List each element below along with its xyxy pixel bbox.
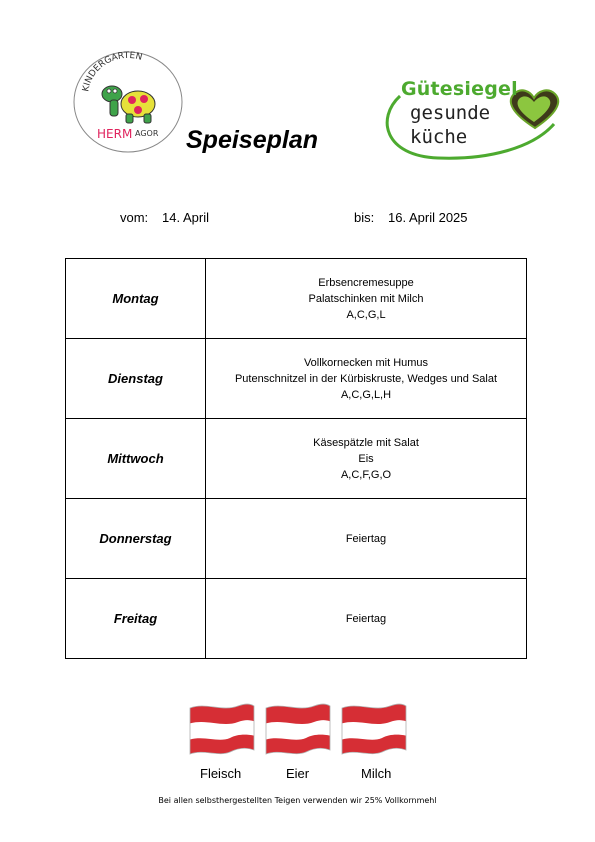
meal-line: A,C,G,L — [346, 308, 386, 321]
menu-row — [66, 419, 527, 499]
legend-meat: Fleisch — [200, 766, 242, 781]
logo-name-rest: AGOR — [135, 129, 159, 138]
meal-cell — [206, 259, 527, 339]
meal-line: Feiertag — [345, 532, 387, 545]
logo-arc-text: KINDERGARTEN — [81, 50, 144, 93]
meal-line: Vollkornecken mit Humus — [303, 356, 429, 369]
austria-flag-icon — [188, 702, 256, 756]
legend-milk: Milch — [361, 766, 392, 781]
day-name: Freitag — [66, 579, 206, 659]
logo-name-colored: HERM — [97, 127, 133, 141]
guetesiegel-logo — [378, 68, 568, 168]
day-name: Montag — [66, 259, 206, 339]
meal-line: A,C,F,G,O — [340, 468, 392, 481]
guetesiegel-title: Gütesiegel — [401, 78, 518, 100]
menu-table — [65, 258, 527, 659]
day-name: Mittwoch — [66, 419, 206, 499]
meal-line: Erbsencremesuppe — [318, 276, 414, 289]
menu-row — [66, 579, 527, 659]
meal-line: Käsespätzle mit Salat — [313, 436, 419, 449]
date-from-value: 14. April — [162, 210, 209, 225]
date-to-value: 16. April 2025 — [388, 210, 468, 225]
meal-line: Palatschinken mit Milch — [308, 292, 424, 305]
day-name: Donnerstag — [66, 499, 206, 579]
meal-cell — [206, 499, 527, 579]
menu-row — [66, 499, 527, 579]
austria-flag-icon — [340, 702, 408, 756]
day-name: Dienstag — [66, 339, 206, 419]
date-to-label: bis: — [354, 210, 375, 225]
guetesiegel-line3: küche — [410, 126, 468, 148]
date-from-label: vom: — [120, 210, 149, 225]
legend-eggs: Eier — [286, 766, 310, 781]
meal-line: A,C,G,L,H — [340, 388, 392, 401]
meal-line: Eis — [358, 452, 374, 465]
meal-cell — [206, 419, 527, 499]
austria-flag-icon — [264, 702, 332, 756]
meal-line: Feiertag — [345, 612, 387, 625]
kindergarten-logo — [72, 50, 184, 154]
footer-note: Bei allen selbsthergestellten Teigen verwenden wir 25% Vollkornmehl — [158, 796, 437, 805]
menu-row — [66, 259, 527, 339]
page-title: Speiseplan — [186, 126, 318, 154]
meal-cell — [206, 579, 527, 659]
guetesiegel-line2: gesunde — [410, 102, 491, 124]
meal-cell — [206, 339, 527, 419]
menu-row — [66, 339, 527, 419]
meal-line: Putenschnitzel in der Kürbiskruste, Wedges und Salat — [234, 372, 498, 385]
